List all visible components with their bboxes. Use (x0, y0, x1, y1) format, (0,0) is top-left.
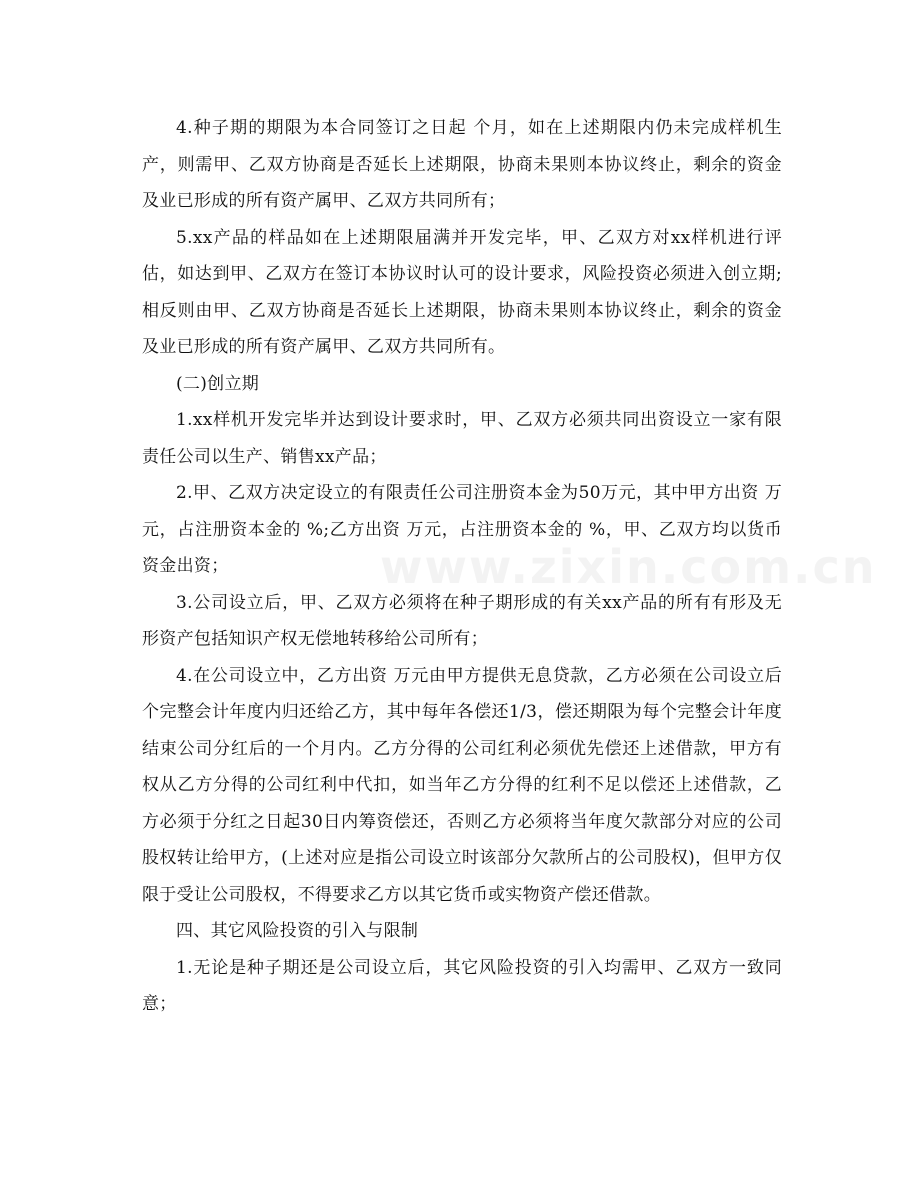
paragraph-sample-evaluation: 5.xx产品的样品如在上述期限届满并开发完毕，甲、乙双方对xx样机进行评估，如达到甲、乙双方在签订本协议时认可的设计要求，风险投资必须进入创立期;相反则由甲、乙双方协商是否延长上述期限，协商未果则本协议终止，剩余的资金及业已形成的所有资产属甲、乙双方共同所有。 (142, 227, 782, 357)
section-heading-other-investment: 四、其它风险投资的引入与限制 (176, 921, 419, 941)
paragraph-asset-transfer: 3.公司设立后，甲、乙双方必须将在种子期形成的有关xx产品的所有有形及无形资产包括知识产权无偿地转移给公司所有； (142, 592, 782, 649)
paragraph-investment-consent: 1.无论是种子期还是公司设立后，其它风险投资的引入均需甲、乙双方一致同意； (142, 957, 782, 1014)
paragraph-joint-company-setup: 1.xx样机开发完毕并达到设计要求时，甲、乙双方必须共同出资设立一家有限责任公司以生产、销售xx产品； (142, 410, 782, 467)
section-heading-founding-period: (二)创立期 (176, 373, 260, 394)
site-watermark: www.zixin.com.cn (380, 540, 877, 594)
paragraph-seed-period-duration: 4.种子期的期限为本合同签订之日起 个月，如在上述期限内仍未完成样机生产，则需甲、乙双方协商是否延长上述期限，协商未果则本协议终止，剩余的资金及业已形成的所有资产属甲、乙双方共同所有； (142, 118, 782, 211)
paragraph-registered-capital: 2.甲、乙双方决定设立的有限责任公司注册资本金为50万元，其中甲方出资 万元，占注册资本金的 %;乙方出资 万元，占注册资本金的 %，甲、乙双方均以货币资金出资； (142, 483, 782, 576)
paragraph-interest-free-loan: 4.在公司设立中，乙方出资 万元由甲方提供无息贷款，乙方必须在公司设立后 个完整会计年度内归还给乙方，其中每年各偿还1/3，偿还期限为每个完整会计年度结束公司分红后的一个月内。乙方分得的公司红利必须优先偿还上述借款，甲方有权从乙方分得的公司红利中代扣，如当年乙方分得的红利不足以偿还上述借款，乙方必须于分红之日起30日内筹资偿还，否则乙方必须将当年度欠款部分对应的公司股权转让给甲方，(上述对应是指公司设立时该部分欠款所占的公司股权)，但甲方仅限于受让公司股权，不得要求乙方以其它货币或实物资产偿还借款。 (142, 665, 782, 905)
document-body (142, 110, 877, 1023)
